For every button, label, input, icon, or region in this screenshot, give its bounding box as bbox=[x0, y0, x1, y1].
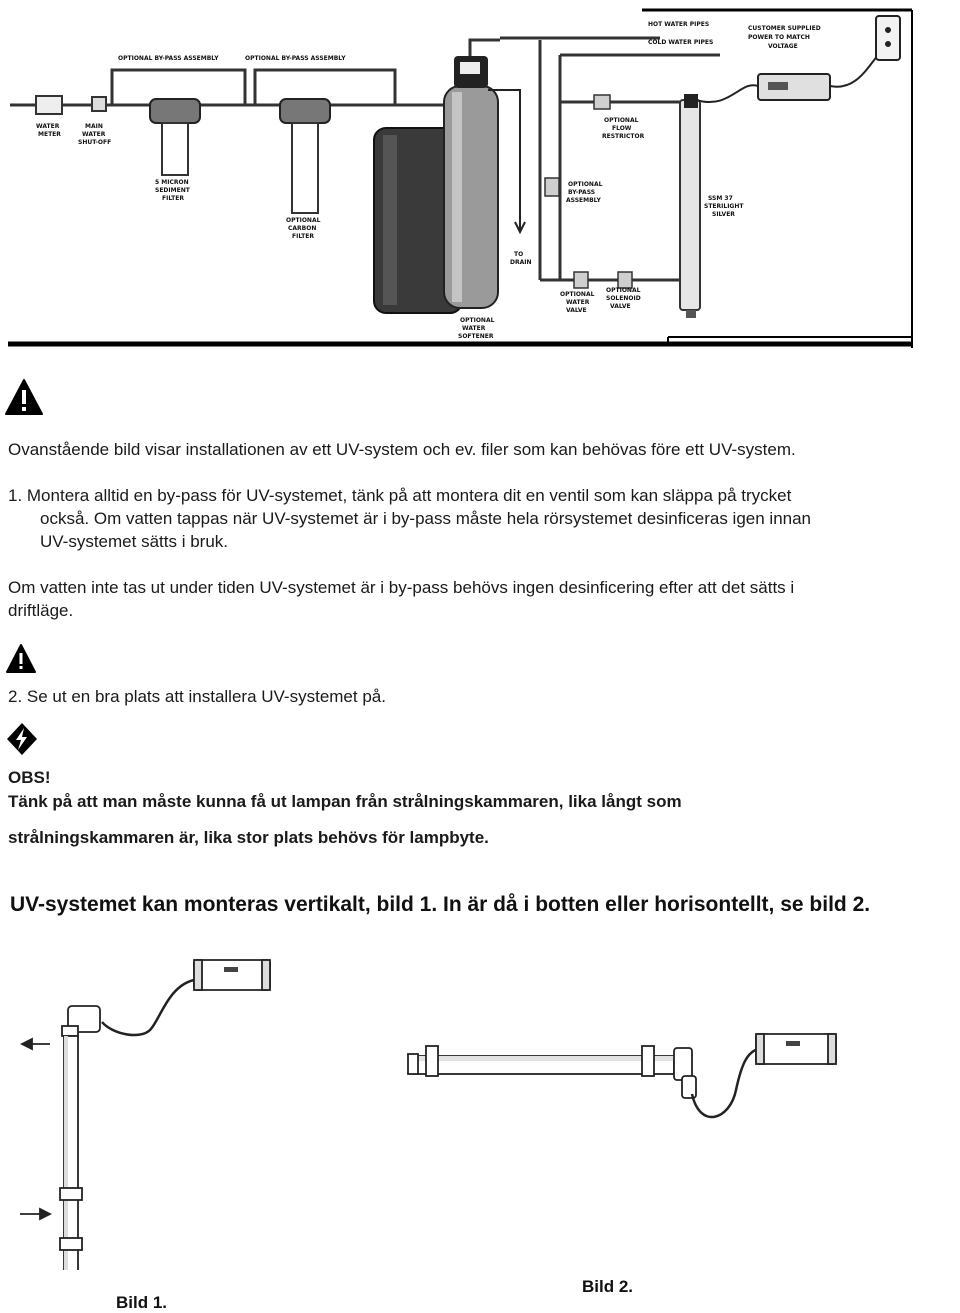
svg-text:FILTER: FILTER bbox=[292, 233, 314, 240]
svg-text:SOFTENER: SOFTENER bbox=[458, 333, 494, 340]
electrical-hazard-icon bbox=[6, 722, 38, 756]
obs-title: OBS! bbox=[8, 768, 51, 787]
note-line1: Om vatten inte tas ut under tiden UV-systemet är i by-pass behövs ingen desinficering efter att det sätts i bbox=[8, 578, 795, 597]
svg-text:SHUT-OFF: SHUT-OFF bbox=[78, 139, 112, 146]
svg-text:OPTIONAL: OPTIONAL bbox=[560, 291, 595, 298]
svg-text:TO: TO bbox=[514, 251, 524, 258]
svg-text:OPTIONAL: OPTIONAL bbox=[604, 117, 639, 124]
svg-text:SEDIMENT: SEDIMENT bbox=[155, 187, 190, 194]
svg-text:ASSEMBLY: ASSEMBLY bbox=[566, 197, 601, 204]
svg-text:OPTIONAL BY-PASS ASSEMBLY: OPTIONAL BY-PASS ASSEMBLY bbox=[245, 55, 346, 62]
uv-unit bbox=[680, 44, 888, 318]
obs-line2: strålningskammaren är, lika stor plats behövs för lampbyte. bbox=[8, 828, 489, 847]
svg-text:OPTIONAL: OPTIONAL bbox=[568, 181, 603, 188]
sediment-filter bbox=[150, 99, 200, 175]
svg-text:FLOW: FLOW bbox=[612, 125, 632, 132]
svg-text:COLD WATER PIPES: COLD WATER PIPES bbox=[648, 39, 714, 46]
warning-icon bbox=[5, 643, 37, 675]
svg-text:OPTIONAL BY-PASS ASSEMBLY: OPTIONAL BY-PASS ASSEMBLY bbox=[118, 55, 219, 62]
svg-text:CARBON: CARBON bbox=[288, 225, 317, 232]
main-water-pipe bbox=[10, 38, 720, 280]
obs-line1: Tänk på att man måste kunna få ut lampan från strålningskammaren, lika långt som bbox=[8, 792, 682, 811]
uv-chamber bbox=[408, 1046, 696, 1098]
svg-text:WATER: WATER bbox=[462, 325, 486, 332]
note-line2: driftläge. bbox=[8, 601, 74, 620]
water-meter bbox=[36, 96, 62, 114]
svg-text:HOT WATER PIPES: HOT WATER PIPES bbox=[648, 21, 710, 28]
svg-text:OPTIONAL: OPTIONAL bbox=[606, 287, 641, 294]
main-shutoff-valve bbox=[92, 97, 106, 111]
svg-text:FILTER: FILTER bbox=[162, 195, 184, 202]
vertical-uv-illustration bbox=[0, 950, 320, 1270]
step1-line3: UV-systemet sätts i bruk. bbox=[40, 532, 228, 551]
svg-text:STERILIGHT: STERILIGHT bbox=[704, 203, 744, 210]
installation-diagram bbox=[0, 0, 960, 352]
carbon-filter bbox=[280, 99, 330, 213]
flow-arrows bbox=[20, 1039, 50, 1219]
intro-text: Ovanstående bild visar installationen av ett UV-system och ev. filer som kan behövas före ett UV-system. bbox=[8, 440, 796, 459]
svg-text:POWER TO MATCH: POWER TO MATCH bbox=[748, 34, 810, 41]
svg-text:MAIN: MAIN bbox=[85, 123, 103, 130]
svg-text:VALVE: VALVE bbox=[566, 307, 587, 314]
svg-text:5 MICRON: 5 MICRON bbox=[155, 179, 189, 186]
svg-text:VALVE: VALVE bbox=[610, 303, 631, 310]
step1-line2: också. Om vatten tappas när UV-systemet är i by-pass måste hela rörsystemet desinficeras igen innan bbox=[40, 509, 812, 528]
svg-text:DRAIN: DRAIN bbox=[510, 259, 532, 266]
svg-text:WATER: WATER bbox=[82, 131, 106, 138]
warning-icon bbox=[4, 378, 44, 418]
caption-bild-2: Bild 2. bbox=[582, 1277, 634, 1296]
mount-heading: UV-systemet kan monteras vertikalt, bild 1. In är då i botten eller horisontellt, se bild 2. bbox=[10, 893, 871, 916]
svg-text:CUSTOMER SUPPLIED: CUSTOMER SUPPLIED bbox=[748, 25, 821, 32]
svg-text:SOLENOID: SOLENOID bbox=[606, 295, 641, 302]
svg-text:SSM 37: SSM 37 bbox=[708, 195, 733, 202]
water-softener bbox=[374, 56, 498, 313]
uv-chamber bbox=[60, 1006, 100, 1270]
power-outlet bbox=[876, 16, 900, 60]
svg-text:OPTIONAL: OPTIONAL bbox=[286, 217, 321, 224]
svg-text:VOLTAGE: VOLTAGE bbox=[768, 43, 798, 50]
svg-text:RESTRICTOR: RESTRICTOR bbox=[602, 133, 645, 140]
step1-line1: 1. Montera alltid en by-pass för UV-systemet, tänk på att montera dit en ventil som kan släppa på trycket bbox=[8, 486, 792, 505]
bypass-loops bbox=[112, 40, 500, 105]
uv-controller bbox=[194, 960, 270, 990]
svg-text:METER: METER bbox=[38, 131, 61, 138]
svg-text:WATER: WATER bbox=[36, 123, 60, 130]
svg-text:SILVER: SILVER bbox=[712, 211, 735, 218]
caption-bild-1: Bild 1. bbox=[116, 1293, 168, 1312]
uv-controller bbox=[756, 1034, 836, 1064]
horizontal-uv-illustration bbox=[400, 1010, 850, 1160]
svg-text:OPTIONAL: OPTIONAL bbox=[460, 317, 495, 324]
svg-text:WATER: WATER bbox=[566, 299, 590, 306]
svg-text:BY-PASS: BY-PASS bbox=[568, 189, 596, 196]
step2-text: 2. Se ut en bra plats att installera UV-systemet på. bbox=[8, 687, 386, 706]
